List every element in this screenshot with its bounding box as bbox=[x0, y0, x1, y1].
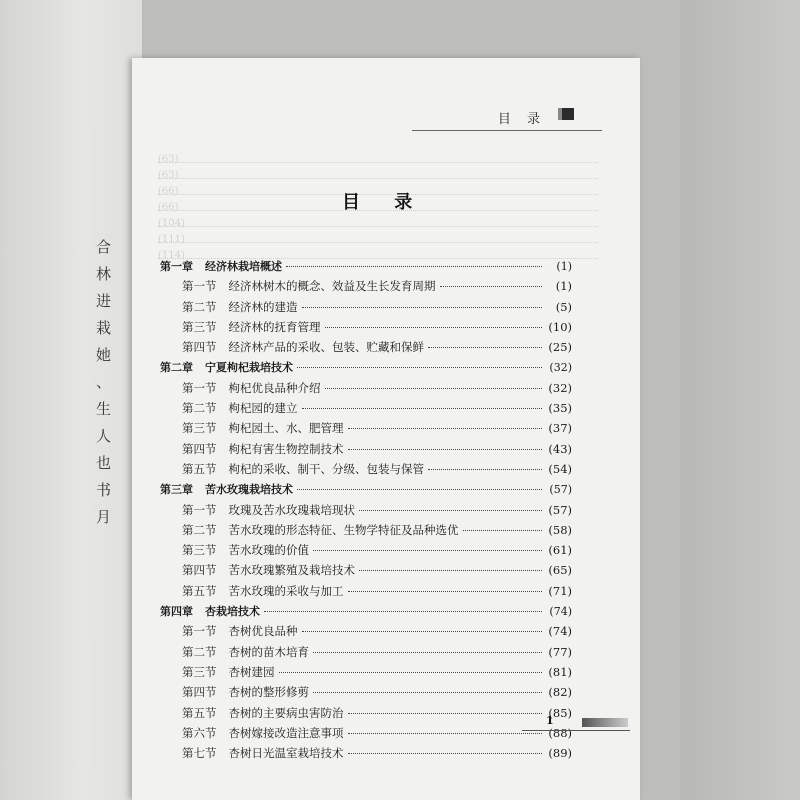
toc-entry-title: 经济林产品的采收、包装、贮藏和保鲜 bbox=[228, 340, 424, 355]
toc-section-row bbox=[160, 278, 572, 298]
toc-entry-number: 第五节 bbox=[182, 705, 217, 720]
toc-entry-title: 杏树建园 bbox=[228, 664, 275, 679]
toc-entry-page: (85) bbox=[548, 705, 572, 720]
header-decoration bbox=[558, 108, 574, 120]
toc-entry-page: (32) bbox=[548, 380, 572, 395]
toc-entry-number: 第六节 bbox=[182, 725, 217, 740]
ghost-line bbox=[158, 178, 598, 179]
toc-entry-title: 杏树嫁接改造注意事项 bbox=[228, 725, 344, 740]
toc-entry-number: 第一章 bbox=[160, 260, 193, 273]
ghost-page-number: (66) bbox=[158, 186, 179, 197]
left-page-char: 她 bbox=[96, 346, 114, 364]
toc-entry-title: 杏树优良品种 bbox=[228, 624, 298, 639]
toc-entry-number: 第一节 bbox=[182, 502, 217, 517]
toc-entry-page: (74) bbox=[549, 605, 572, 619]
toc-entry-page: (5) bbox=[555, 299, 572, 314]
dot-leader bbox=[302, 307, 543, 308]
toc-section-row bbox=[160, 684, 572, 704]
ghost-page-number: (66) bbox=[158, 202, 179, 213]
ghost-line bbox=[158, 242, 598, 243]
dot-leader bbox=[297, 489, 542, 490]
dot-leader bbox=[286, 266, 542, 267]
bleed-through-text bbox=[158, 154, 598, 274]
dot-leader bbox=[313, 550, 542, 551]
toc-section-row bbox=[160, 583, 572, 603]
toc-entry-page: (1) bbox=[555, 279, 572, 294]
toc-entry-number: 第三章 bbox=[160, 483, 193, 497]
toc-section-row bbox=[160, 420, 572, 440]
dot-leader bbox=[302, 631, 543, 632]
ghost-line bbox=[158, 226, 598, 227]
dot-leader bbox=[302, 408, 543, 409]
page-number: 1 bbox=[546, 714, 554, 727]
left-page-char: 人 bbox=[96, 427, 114, 445]
toc-entry-page: (81) bbox=[548, 664, 572, 679]
ghost-page-number: (114) bbox=[158, 250, 185, 261]
dot-leader bbox=[279, 672, 543, 673]
footer-bar-decoration bbox=[582, 718, 628, 727]
dot-leader bbox=[440, 286, 543, 287]
dot-leader bbox=[348, 449, 543, 450]
toc-entry-title: 苦水玫瑰的采收与加工 bbox=[228, 583, 344, 598]
toc-entry-title: 经济林栽培概述 bbox=[205, 260, 282, 273]
dot-leader bbox=[359, 510, 542, 511]
dot-leader bbox=[348, 713, 543, 714]
toc-chapter-row bbox=[160, 258, 572, 278]
dot-leader bbox=[348, 753, 543, 754]
toc-section-row bbox=[160, 400, 572, 420]
toc-entry-number: 第二章 bbox=[160, 361, 193, 375]
ghost-page-number: (111) bbox=[158, 234, 185, 245]
toc-entry-number: 第一节 bbox=[182, 624, 217, 639]
toc-entry-number: 第一节 bbox=[182, 279, 217, 294]
toc-entry-page: (10) bbox=[548, 319, 572, 334]
toc-entry-page: (54) bbox=[548, 461, 572, 476]
dot-leader bbox=[428, 347, 542, 348]
left-page-char: 月 bbox=[96, 508, 114, 526]
table-background bbox=[680, 0, 800, 800]
toc-entry-number: 第二节 bbox=[182, 401, 217, 416]
toc-entry-number: 第三节 bbox=[182, 319, 217, 334]
toc-entry-title: 经济林的建造 bbox=[228, 299, 298, 314]
toc-entry-title: 杏树日光温室栽培技术 bbox=[228, 746, 344, 761]
toc-entry-number: 第三节 bbox=[182, 664, 217, 679]
toc-entry-title: 苦水玫瑰的价值 bbox=[228, 543, 309, 558]
toc-entry-number: 第一节 bbox=[182, 380, 217, 395]
toc-section-row bbox=[160, 644, 572, 664]
toc-section-row bbox=[160, 542, 572, 562]
toc-entry-number: 第五节 bbox=[182, 461, 217, 476]
toc-section-row bbox=[160, 461, 572, 481]
ghost-page-number: (63) bbox=[158, 154, 179, 165]
toc-entry-title: 枸杞园的建立 bbox=[228, 401, 298, 416]
toc-entry-title: 杏栽培技术 bbox=[205, 605, 260, 619]
toc-entry-title: 杏树的苗木培育 bbox=[228, 644, 309, 659]
dot-leader bbox=[264, 611, 542, 612]
toc-entry-title: 玫瑰及苦水玫瑰栽培现状 bbox=[228, 502, 355, 517]
toc-entry-page: (77) bbox=[548, 644, 572, 659]
dot-leader bbox=[348, 733, 543, 734]
toc-entry-number: 第二节 bbox=[182, 644, 217, 659]
left-page-char: 合 bbox=[96, 238, 114, 256]
toc-chapter-row bbox=[160, 359, 572, 379]
ghost-page-number: (104) bbox=[158, 218, 185, 229]
toc-entry-page: (35) bbox=[548, 401, 572, 416]
toc-entry-page: (43) bbox=[548, 441, 572, 456]
toc-section-row bbox=[160, 745, 572, 765]
toc-entry-number: 第二节 bbox=[182, 522, 217, 537]
dot-leader bbox=[297, 367, 542, 368]
table-of-contents bbox=[160, 258, 572, 765]
footer-rule bbox=[522, 730, 630, 731]
toc-entry-page: (88) bbox=[548, 725, 572, 740]
toc-section-row bbox=[160, 664, 572, 684]
toc-section-row bbox=[160, 380, 572, 400]
toc-entry-page: (71) bbox=[548, 583, 572, 598]
dot-leader bbox=[313, 692, 542, 693]
dot-leader bbox=[325, 327, 543, 328]
toc-entry-title: 苦水玫瑰的形态特征、生物学特征及品种选优 bbox=[228, 522, 459, 537]
toc-section-row bbox=[160, 441, 572, 461]
toc-section-row bbox=[160, 522, 572, 542]
toc-entry-number: 第七节 bbox=[182, 746, 217, 761]
left-page-char: 、 bbox=[96, 373, 114, 391]
toc-entry-number: 第四节 bbox=[182, 685, 217, 700]
dot-leader bbox=[325, 388, 543, 389]
toc-entry-page: (89) bbox=[548, 746, 572, 761]
toc-chapter-row bbox=[160, 481, 572, 501]
toc-section-row bbox=[160, 339, 572, 359]
toc-entry-title: 经济林树木的概念、效益及生长发育周期 bbox=[228, 279, 436, 294]
toc-entry-title: 杏树的整形修剪 bbox=[228, 685, 309, 700]
left-page-char: 林 bbox=[96, 265, 114, 283]
toc-chapter-row bbox=[160, 603, 572, 623]
toc-entry-number: 第四节 bbox=[182, 563, 217, 578]
left-page-text bbox=[96, 234, 126, 531]
left-page-char: 书 bbox=[96, 481, 114, 499]
toc-entry-page: (82) bbox=[548, 685, 572, 700]
running-header bbox=[412, 108, 602, 131]
toc-entry-page: (57) bbox=[548, 502, 572, 517]
dot-leader bbox=[313, 652, 542, 653]
toc-section-row bbox=[160, 562, 572, 582]
toc-entry-title: 宁夏枸杞栽培技术 bbox=[205, 361, 293, 375]
toc-entry-number: 第二节 bbox=[182, 299, 217, 314]
toc-section-row bbox=[160, 705, 572, 725]
dot-leader bbox=[463, 530, 543, 531]
toc-entry-page: (65) bbox=[548, 563, 572, 578]
toc-entry-page: (58) bbox=[548, 522, 572, 537]
toc-entry-title: 枸杞有害生物控制技术 bbox=[228, 441, 344, 456]
toc-entry-title: 经济林的抚育管理 bbox=[228, 319, 321, 334]
toc-entry-title: 苦水玫瑰栽培技术 bbox=[205, 483, 293, 497]
page-footer bbox=[522, 716, 632, 730]
left-page-char: 栽 bbox=[96, 319, 114, 337]
toc-title: 目 录 bbox=[342, 192, 427, 213]
toc-section-row bbox=[160, 319, 572, 339]
ghost-page-number: (63) bbox=[158, 170, 179, 181]
toc-entry-number: 第四节 bbox=[182, 340, 217, 355]
toc-entry-page: (25) bbox=[548, 340, 572, 355]
toc-entry-number: 第三节 bbox=[182, 543, 217, 558]
toc-entry-page: (61) bbox=[548, 543, 572, 558]
toc-entry-title: 枸杞的采收、制干、分级、包装与保管 bbox=[228, 461, 424, 476]
left-page-char: 进 bbox=[96, 292, 114, 310]
toc-section-row bbox=[160, 299, 572, 319]
toc-entry-title: 枸杞优良品种介绍 bbox=[228, 380, 321, 395]
toc-entry-page: (57) bbox=[549, 483, 572, 497]
header-title: 目 录 bbox=[497, 112, 546, 127]
toc-entry-page: (37) bbox=[548, 421, 572, 436]
dot-leader bbox=[428, 469, 542, 470]
dot-leader bbox=[348, 428, 543, 429]
left-page-char: 也 bbox=[96, 454, 114, 472]
toc-entry-number: 第四节 bbox=[182, 441, 217, 456]
toc-entry-number: 第五节 bbox=[182, 583, 217, 598]
toc-entry-page: (32) bbox=[549, 361, 572, 375]
toc-entry-number: 第三节 bbox=[182, 421, 217, 436]
left-page bbox=[0, 0, 142, 800]
toc-section-row bbox=[160, 725, 572, 745]
dot-leader bbox=[359, 570, 542, 571]
toc-entry-page: (74) bbox=[548, 624, 572, 639]
ghost-line bbox=[158, 162, 598, 163]
toc-page bbox=[132, 58, 640, 800]
toc-entry-title: 枸杞园土、水、肥管理 bbox=[228, 421, 344, 436]
toc-section-row bbox=[160, 502, 572, 522]
left-page-char: 生 bbox=[96, 400, 114, 418]
toc-section-row bbox=[160, 623, 572, 643]
toc-entry-number: 第四章 bbox=[160, 605, 193, 619]
toc-entry-title: 苦水玫瑰繁殖及栽培技术 bbox=[228, 563, 355, 578]
toc-entry-title: 杏树的主要病虫害防治 bbox=[228, 705, 344, 720]
dot-leader bbox=[348, 591, 543, 592]
toc-entry-page: (1) bbox=[556, 260, 572, 273]
